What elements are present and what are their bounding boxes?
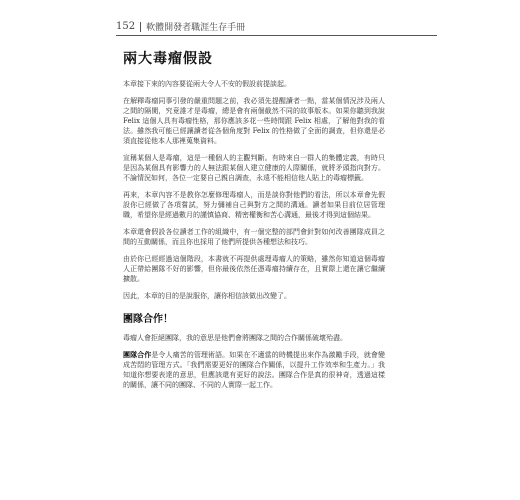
- book-title: 軟體開發者職涯生存手冊: [146, 23, 246, 33]
- header-rule: [116, 35, 437, 36]
- header-separator: [140, 22, 141, 32]
- paragraph: 宣稱某個人是毒瘤，這是一種個人的主觀判斷。有時來自一群人的集體定義，有時只是因為某個具有影響力的人無法跟某個人建立健康的人際關係，就將矛頭指向對方。不論情況如何，各位一定要自己親自調查，永遠不能相信他人貼上的毒瘤標籤。: [123, 154, 385, 182]
- page-number: 152: [116, 21, 136, 32]
- page-content: [123, 48, 385, 397]
- section-heading: 團隊合作！: [123, 314, 173, 325]
- paragraph: 本章接下來的內容要從兩大令人不安的假設前提談起。: [123, 80, 291, 88]
- paragraph: 由於你已經經過這個階段，本書就不再提供處理毒瘤人的策略，雖然你知道這個毒瘤人正帶給團隊不好的影響，但你最後依然任憑毒瘤持續存在，且實際上還在讓它繼續擴散。: [123, 255, 385, 283]
- chapter-section-title: 兩大毒瘤假設: [123, 51, 213, 67]
- lead-term: 團隊合作: [123, 350, 152, 359]
- lead-paragraph-text: 是令人痛苦的管理術語。如果在不適當的時機提出來作為激勵手段，就會變成苦悶的管理方式。「我們需要更好的團隊合作關係，以提升工作效率和生產力。」我知道你想要表達的意思，但應該還有更好的說法。團隊合作是真的很神奇，透過這樣的關係，讓不同的團隊、不同的人實際一起工作。: [123, 351, 386, 389]
- paragraph: 因此，本章的目的是說服你，讓你相信該做出改變了。: [123, 292, 291, 300]
- paragraph: 在解釋毒瘤同事引發的嚴重問題之前，我必須先提醒讀者一點，當某個情況涉及兩人之間的隔閡，究竟誰才是毒瘤，總是會有兩個截然不同的故事版本。如果你聽到我說 Felix 這個人具有毒瘤性格，那你應該多花一些時間跟 Felix 相處，了解他對我的看法。雖然我可能已經讓讀者從各個角度對 Felix 的性格做了全面的調查，但你還是必須直接從他本人那裡蒐集資料。: [123, 97, 385, 145]
- paragraph: 再來，本章內容不是教你怎麼修理毒瘤人，而是談你對他們的看法，所以本章會先假設你已經做了各項嘗試，努力彌補自己與對方之間的溝通。讀者如果目前位居管理職，希望你是經過數月的謹慎協商、精密權衡和苦心溝通，最後才得到這個結果。: [123, 191, 385, 219]
- running-header: [116, 20, 245, 33]
- lead-paragraph: [123, 350, 385, 390]
- paragraph: 本章還會假設各位讀者工作的組織中，有一個完整的部門會針對如何改善團隊成員之間的互動關係，而且你也採用了他們所提供各種想法和技巧。: [123, 228, 385, 246]
- paragraph: 毒瘤人會拒絕團隊，我的意思是他們會將團隊之間的合作關係破壞殆盡。: [123, 334, 347, 342]
